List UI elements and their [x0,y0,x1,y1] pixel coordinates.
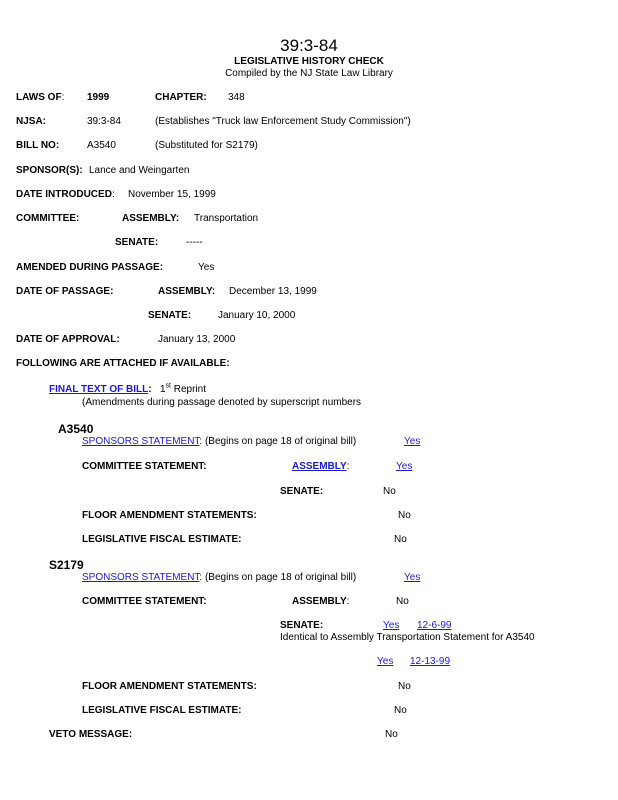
njsa-note: (Establishes "Truck law Enforcement Study Commission") [155,116,411,127]
veto-value: No [385,729,398,740]
a3540-sponsors-yes-link[interactable]: Yes [404,436,421,447]
date-introduced-value: November 15, 1999 [128,189,216,200]
s2179-assembly-colon: : [346,596,350,607]
page-subtitle: LEGISLATIVE HISTORY CHECK [234,56,384,67]
final-text-line [49,384,206,396]
chapter-label: CHAPTER: [155,92,207,103]
final-text-link[interactable]: FINAL TEXT OF BILL [49,384,149,395]
a3540-assembly-line [292,461,349,473]
chapter-value: 348 [228,92,245,103]
page-title: 39:3-84 [280,36,338,55]
a3540-committee-label: COMMITTEE STATEMENT: [82,461,207,472]
bill-no-label: BILL NO: [16,140,60,151]
s2179-fiscal-label: LEGISLATIVE FISCAL ESTIMATE: [82,705,242,716]
s2179-sponsors-link[interactable]: SPONSORS STATEMENT [82,572,200,583]
date-introduced-colon: : [111,189,115,200]
a3540-floor-value: No [398,510,411,521]
a3540-sponsors-note: : (Begins on page 18 of original bill) [199,436,357,447]
reprint-number: 1 [159,384,166,395]
a3540-assembly-colon: : [346,461,350,472]
laws-of-label: LAWS OF [16,92,62,103]
s2179-senate-label: SENATE: [280,620,324,631]
passage-senate-value: January 10, 2000 [218,310,296,321]
passage-assembly-label: ASSEMBLY: [158,286,216,297]
laws-of-value: 1999 [87,92,110,103]
committee-senate-label: SENATE: [115,237,159,248]
a3540-senate-label: SENATE: [280,486,324,497]
committee-assembly-value: Transportation [194,213,259,224]
s2179-second-yes-link[interactable]: Yes [377,656,394,667]
veto-label: VETO MESSAGE: [49,729,133,740]
passage-label: DATE OF PASSAGE: [16,286,114,297]
s2179-committee-label: COMMITTEE STATEMENT: [82,596,207,607]
njsa-value: 39:3-84 [87,116,121,127]
committee-senate-value: ----- [186,237,203,248]
committee-label: COMMITTEE: [16,213,80,224]
njsa-label: NJSA: [16,116,47,127]
a3540-sponsors-link[interactable]: SPONSORS STATEMENT [82,436,200,447]
final-text-colon: : [148,384,152,395]
a3540-sponsors-line [82,436,356,448]
laws-of-label-group [16,92,64,104]
s2179-sponsors-note: : (Begins on page 18 of original bill) [199,572,357,583]
final-text-note: (Amendments during passage denoted by superscript numbers [82,397,362,408]
passage-senate-label: SENATE: [148,310,192,321]
s2179-second-date-link[interactable]: 12-13-99 [410,656,451,667]
s2179-fiscal-value: No [394,705,407,716]
a3540-senate-value: No [383,486,396,497]
sponsors-value: Lance and Weingarten [89,165,190,176]
a3540-assembly-link[interactable]: ASSEMBLY [292,461,347,472]
s2179-floor-label: FLOOR AMENDMENT STATEMENTS: [82,681,257,692]
s2179-heading: S2179 [49,558,84,572]
s2179-senate-date-link[interactable]: 12-6-99 [417,620,452,631]
committee-assembly-label: ASSEMBLY: [122,213,180,224]
passage-assembly-value: December 13, 1999 [229,286,317,297]
a3540-fiscal-value: No [394,534,407,545]
approval-value: January 13, 2000 [158,334,236,345]
sponsors-label: SPONSOR(S): [16,165,83,176]
s2179-assembly-label: ASSEMBLY [292,596,347,607]
a3540-assembly-yes-link[interactable]: Yes [396,461,413,472]
approval-label: DATE OF APPROVAL: [16,334,120,345]
compiled-by: Compiled by the NJ State Law Library [225,68,393,79]
reprint-word: Reprint [173,384,206,395]
amended-label: AMENDED DURING PASSAGE: [16,262,164,273]
s2179-assembly-line [292,596,349,608]
following-label: FOLLOWING ARE ATTACHED IF AVAILABLE: [16,358,230,369]
bill-no-value: A3540 [87,140,116,151]
date-introduced-label: DATE INTRODUCED [16,189,112,200]
reprint-superscript: st [165,382,171,390]
s2179-assembly-value: No [396,596,409,607]
s2179-floor-value: No [398,681,411,692]
date-introduced-label-group [16,189,115,201]
s2179-sponsors-yes-link[interactable]: Yes [404,572,421,583]
amended-value: Yes [198,262,215,273]
s2179-identical-note: Identical to Assembly Transportation Statement for A3540 [280,632,535,643]
a3540-fiscal-label: LEGISLATIVE FISCAL ESTIMATE: [82,534,242,545]
bill-no-note: (Substituted for S2179) [155,140,258,151]
a3540-floor-label: FLOOR AMENDMENT STATEMENTS: [82,510,257,521]
a3540-heading: A3540 [58,422,94,436]
laws-of-colon: : [61,92,65,103]
s2179-senate-yes-link[interactable]: Yes [383,620,400,631]
s2179-sponsors-line [82,572,356,584]
